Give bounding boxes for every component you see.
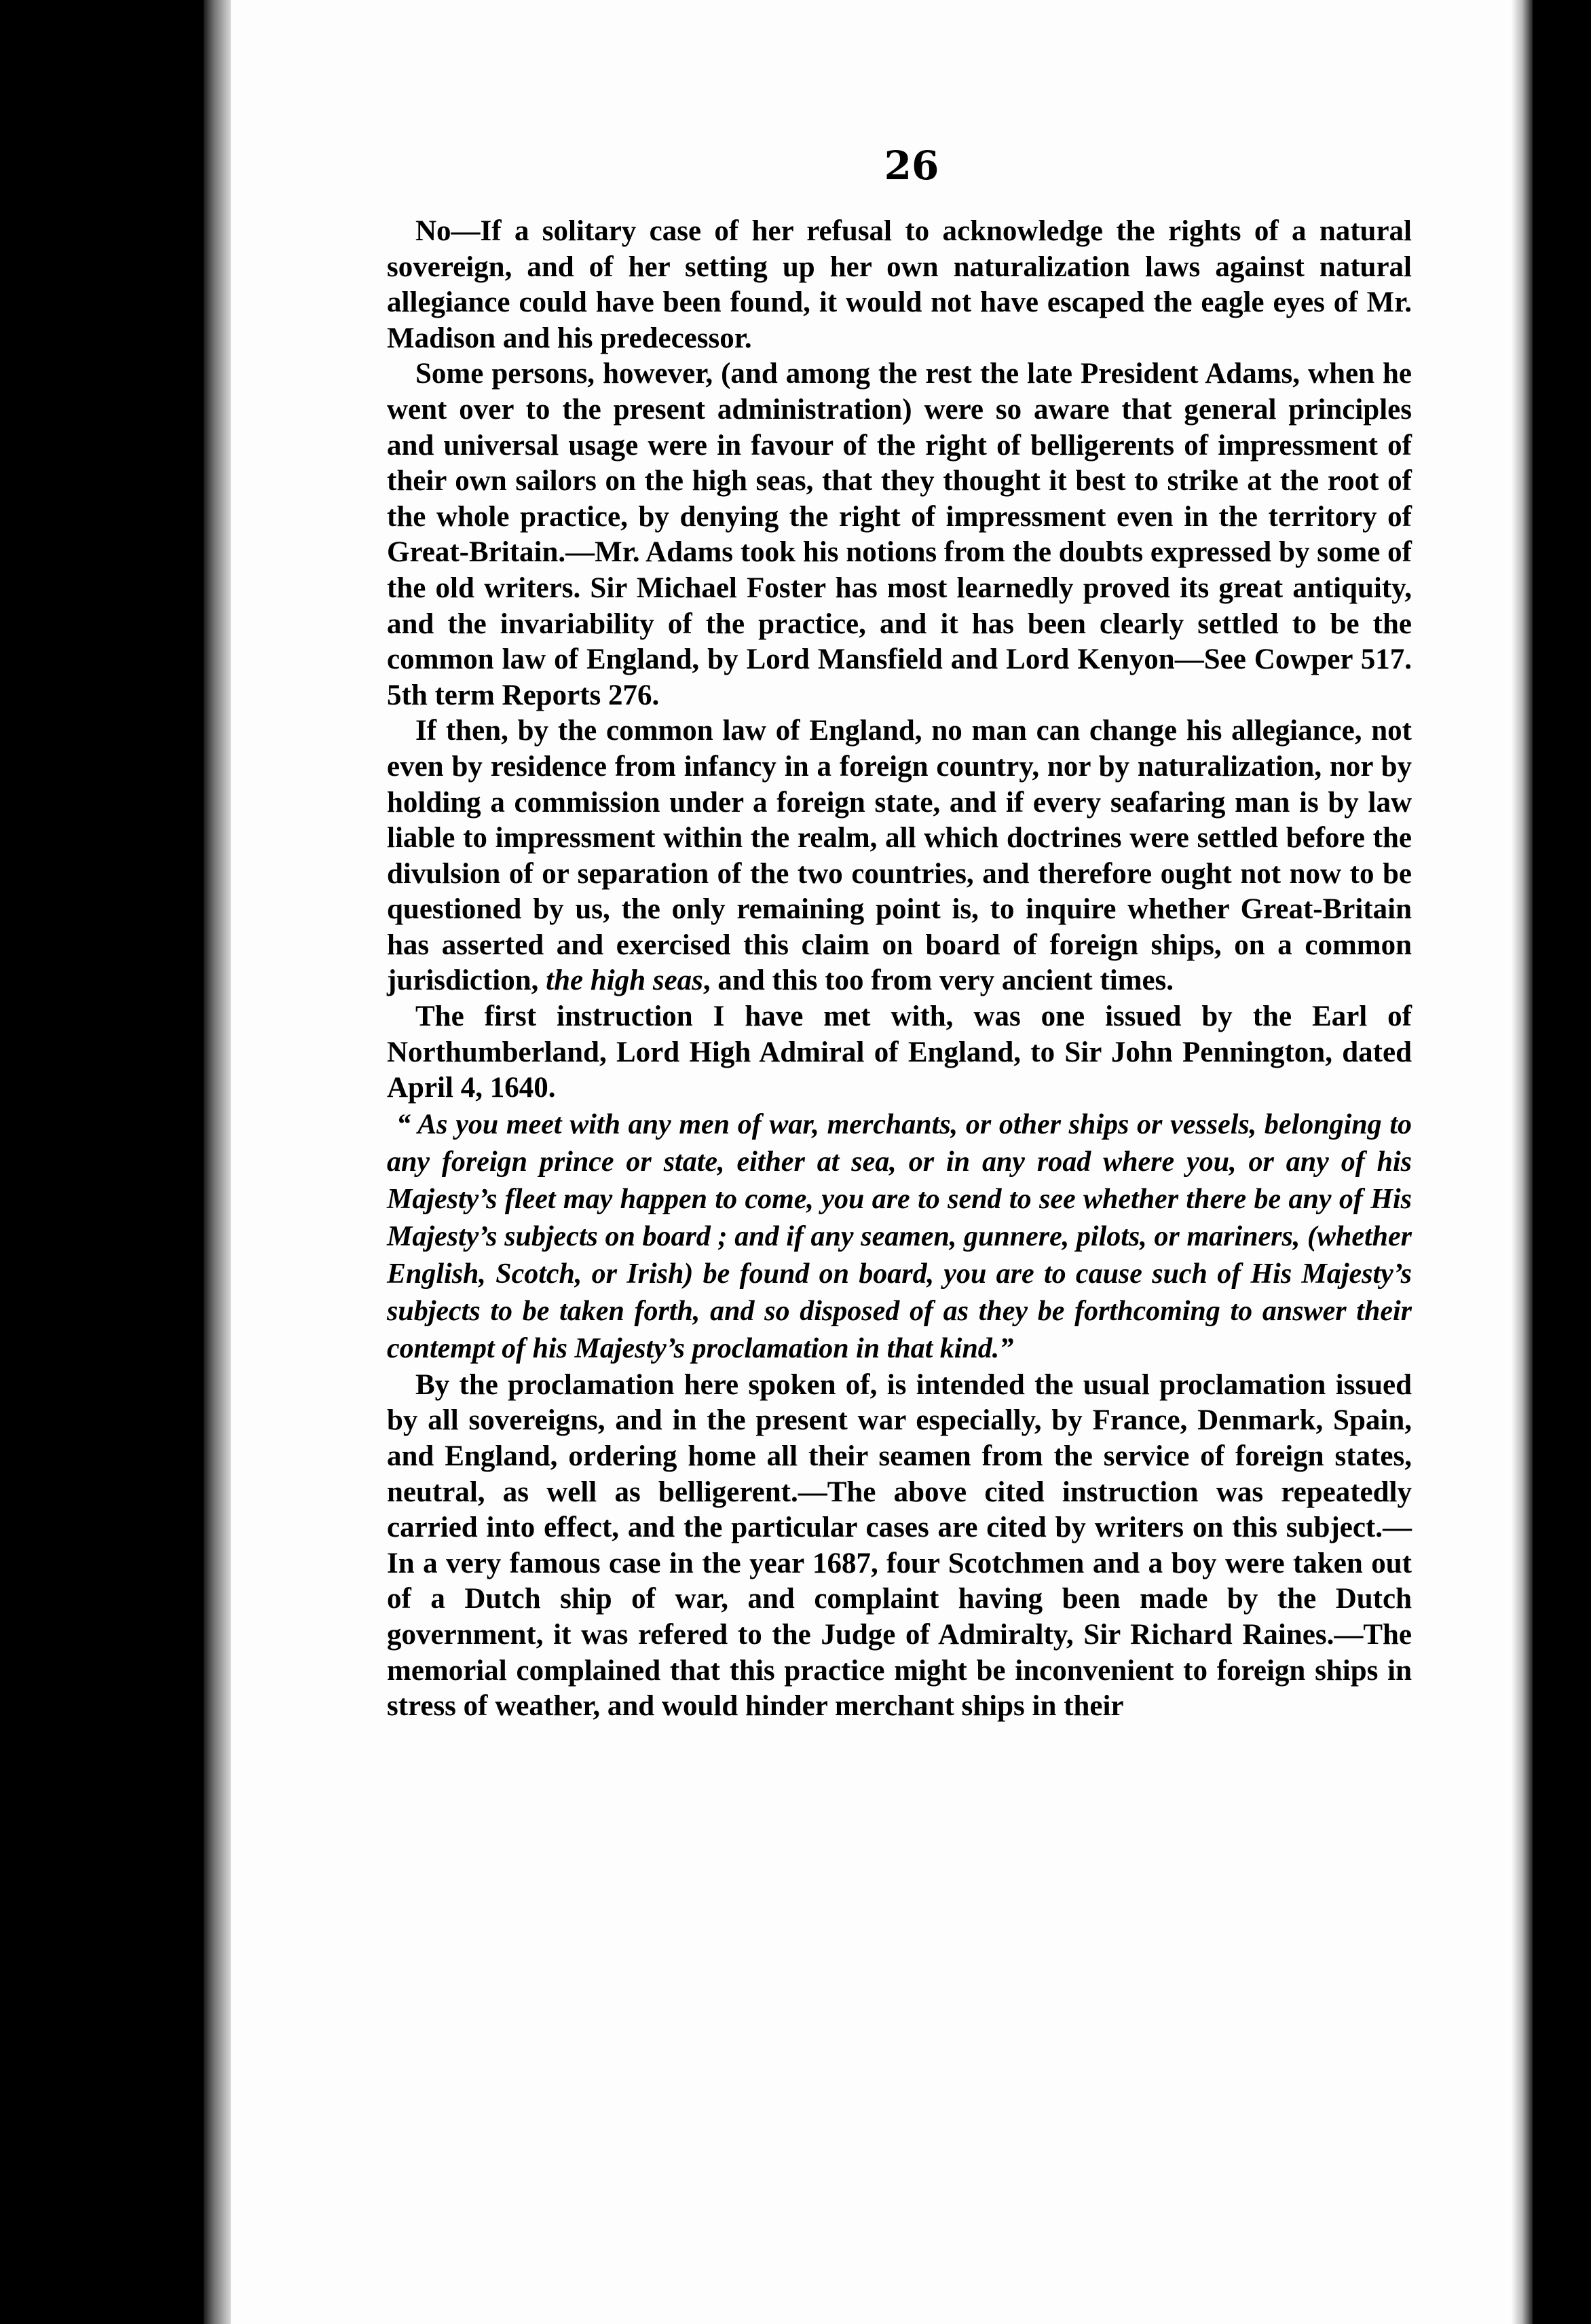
scan-page-edge-right	[1511, 0, 1533, 2324]
high-seas-italic: the high seas	[546, 964, 703, 997]
instruction-quote: “ As you meet with any men of war, merchants, or other ships or vessels, belonging to any foreign prince or state, either at sea, or in any road where you, or any of his Majesty’s fleet may happen to come, you are to send to see whether there be any of His Majesty’s subjects on board ; and if any seamen, gunnere, pilots, or mariners, (whether English, Scotch, or Irish) be found on board, you are to cause such of His Majesty’s subjects to be taken forth, and so disposed of as they be forthcoming to answer their contempt of his Majesty’s proclamation in that kind.”	[387, 1108, 1412, 1364]
paragraph-common-law	[387, 713, 1412, 999]
scan-border-left	[0, 0, 204, 2324]
paragraph-first-instruction: The first instruction I have met with, was one issued by the Earl of Northumberland, Lord High Admiral of England, to Sir John Pennington, dated April 4, 1640.	[387, 1000, 1412, 1104]
paragraph-adams: Some persons, however, (and among the rest the late President Adams, when he went over to the present administration) were so aware that general principles and universal usage were in favour of the right of belligerents of impressment of their own sailors on the high seas, that they thought it best to strike at the root of the whole practice, by denying the right of impressment even in the territory of Great-Britain.—Mr. Adams took his notions from the doubts expressed by some of the old writers. Sir Michael Foster has most learnedly proved its great antiquity, and the invariability of the practice, and it has been clearly settled to be the common law of England, by Lord Mansfield and Lord Kenyon—See Cowper 517. 5th term Reports 276.	[387, 358, 1412, 711]
paragraph-common-law-end: , and this too from very ancient times.	[703, 964, 1174, 997]
book-page	[231, 0, 1511, 2324]
paragraph-madison: No—If a solitary case of her refusal to acknowledge the rights of a natural sovereign, and of her setting up her own naturalization laws against natural allegiance could have been found, it would not have escaped the eagle eyes of Mr. Madison and his predecessor.	[387, 215, 1412, 354]
paragraph-proclamation: By the proclamation here spoken of, is intended the usual proclamation issued by all sovereigns, and in the present war especially, by France, Denmark, Spain, and England, ordering home all their seamen from the service of foreign states, neutral, as well as belligerent.—The above cited instruction was repeatedly carried into effect, and the particular cases are cited by writers on this subject.—In a very famous case in the year 1687, four Scotchmen and a boy were taken out of a Dutch ship of war, and complaint having been made by the Dutch government, it was refered to the Judge of Admiralty, Sir Richard Raines.—The memorial complained that this practice might be inconvenient to foreign ships in stress of weather, and would hinder merchant ships in their	[387, 1368, 1412, 1723]
page-number: 26	[884, 143, 939, 189]
page-body-text	[387, 214, 1412, 1725]
paragraph-common-law-text: If then, by the common law of England, no man can change his allegiance, not even by residence from infancy in a foreign country, nor by naturalization, nor by holding a commission under a foreign state, and if every seafaring man is by law liable to impressment within the realm, all which doctrines were settled before the divulsion of or separation of the two countries, and therefore ought not now to be questioned by us, the only remaining point is, to inquire whether Great-Britain has asserted and exercised this claim on board of foreign ships, on a common jurisdiction,	[387, 715, 1412, 997]
scan-border-right	[1533, 0, 1591, 2324]
scan-binding-shadow	[204, 0, 231, 2324]
